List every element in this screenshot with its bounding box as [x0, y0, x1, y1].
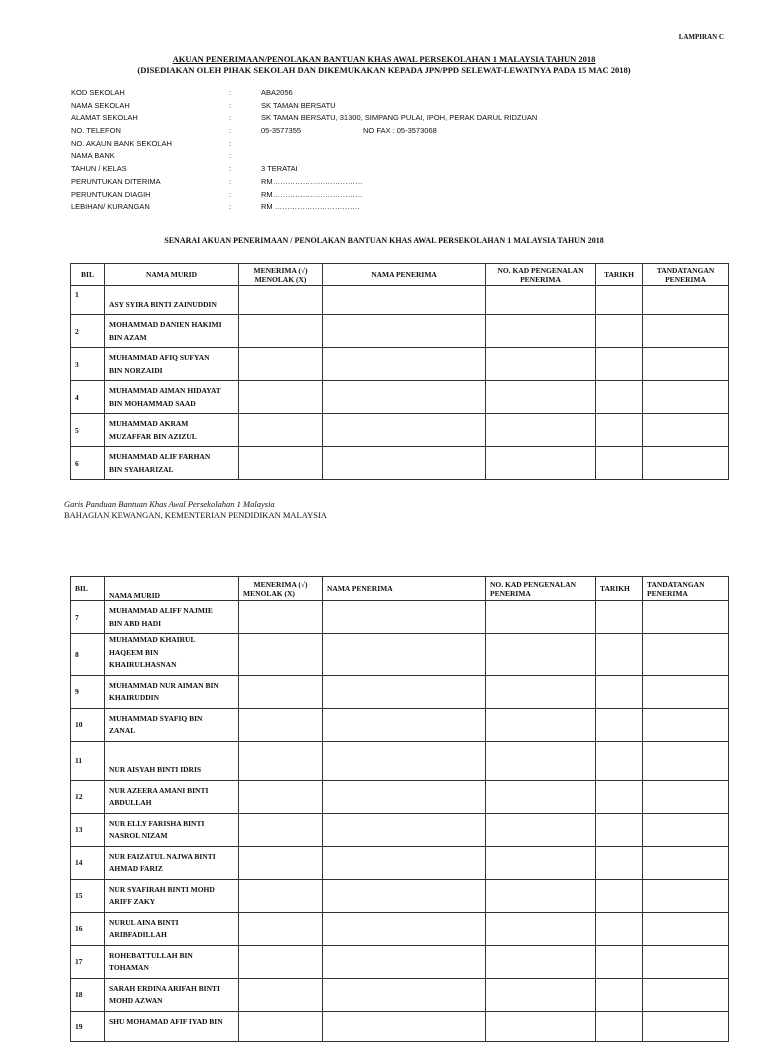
signature-cell[interactable] [643, 708, 729, 741]
student-name-line: MUHAMMAD AIMAN HIDAYAT [109, 386, 221, 395]
table-row [71, 634, 729, 676]
status-cell[interactable] [239, 846, 323, 879]
list-title: SENARAI AKUAN PENERIMAAN / PENOLAKAN BANTUAN KHAS AWAL PERSEKOLAHAN 1 MALAYSIA TAHUN 2018 [164, 236, 604, 245]
header-tandatangan: TANDATANGAN PENERIMA [643, 577, 729, 601]
signature-cell[interactable] [643, 286, 729, 315]
status-cell[interactable] [239, 414, 323, 447]
header-tarikh: TARIKH [596, 264, 643, 286]
recipient-name-cell[interactable] [323, 708, 486, 741]
info-label: KOD SEKOLAH [71, 88, 125, 97]
info-colon: : [229, 126, 232, 136]
row-number: 2 [71, 315, 105, 348]
header-menerima: MENERIMA (√) [253, 579, 308, 589]
status-cell[interactable] [239, 945, 323, 978]
student-name-line: TOHAMAN [109, 963, 149, 972]
info-value: RM……………………………… [261, 176, 363, 186]
row-number: 4 [71, 381, 105, 414]
ic-number-cell[interactable] [486, 634, 596, 676]
ic-number-cell[interactable] [486, 381, 596, 414]
status-cell[interactable] [239, 634, 323, 676]
info-value: ABA2056 [261, 88, 293, 97]
status-cell[interactable] [239, 286, 323, 315]
student-name [105, 414, 239, 447]
row-number: 1 [71, 286, 105, 315]
table-row [71, 414, 729, 447]
student-name [105, 286, 239, 315]
student-name-line: SARAH ERDINA ARIFAH BINTI [109, 983, 220, 993]
date-cell[interactable] [596, 348, 643, 381]
status-cell[interactable] [239, 708, 323, 741]
student-name-line: NASROL NIZAM [109, 831, 168, 840]
date-cell[interactable] [596, 846, 643, 879]
table-row [71, 846, 729, 879]
ic-number-cell[interactable] [486, 780, 596, 813]
header-tarikh: TARIKH [596, 577, 643, 601]
status-cell[interactable] [239, 315, 323, 348]
date-cell[interactable] [596, 708, 643, 741]
table-row [71, 675, 729, 708]
student-name-line: MUHAMMAD NUR AIMAN BIN [109, 680, 219, 690]
recipient-name-cell[interactable] [323, 741, 486, 780]
signature-cell[interactable] [643, 675, 729, 708]
signature-cell[interactable] [643, 634, 729, 676]
date-cell[interactable] [596, 741, 643, 780]
title-line-1: AKUAN PENERIMAAN/PENOLAKAN BANTUAN KHAS AWAL PERSEKOLAHAN 1 MALAYSIA TAHUN 2018 [172, 54, 596, 64]
student-name-line [109, 1028, 234, 1041]
document-title [0, 54, 768, 76]
student-name-line: MUHAMMAD AKRAM [109, 419, 189, 428]
info-colon: : [229, 189, 232, 199]
student-name-line: BIN AZAM [109, 332, 147, 342]
ic-number-cell[interactable] [486, 414, 596, 447]
student-name [105, 1011, 239, 1041]
date-cell[interactable] [596, 634, 643, 676]
signature-cell[interactable] [643, 813, 729, 846]
date-cell[interactable] [596, 414, 643, 447]
student-name-line: ROHEBATTULLAH BIN [109, 950, 193, 960]
info-colon: : [229, 151, 232, 161]
date-cell[interactable] [596, 780, 643, 813]
ic-number-cell[interactable] [486, 348, 596, 381]
student-name-line: ABDULLAH [109, 798, 152, 807]
info-label: NAMA BANK [71, 151, 115, 161]
student-name [105, 846, 239, 879]
student-name [105, 879, 239, 912]
student-name-line: BIN NORZAIDI [109, 365, 163, 375]
header-nama-penerima: NAMA PENERIMA [323, 577, 486, 601]
header-nama-murid: NAMA MURID [105, 264, 239, 286]
student-name [105, 741, 239, 780]
table-row [71, 381, 729, 414]
recipient-name-cell[interactable] [323, 945, 486, 978]
table-header-row [71, 264, 729, 286]
recipient-name-cell[interactable] [323, 912, 486, 945]
info-value: 3 TERATAI [261, 164, 298, 174]
recipient-name-cell[interactable] [323, 315, 486, 348]
date-cell[interactable] [596, 286, 643, 315]
row-number: 18 [71, 978, 105, 1011]
info-value: RM ……………………………. [261, 202, 360, 212]
info-colon: : [229, 138, 232, 148]
info-fax: NO FAX : 05-3573068 [363, 126, 437, 136]
ic-number-cell[interactable] [486, 675, 596, 708]
student-name [105, 945, 239, 978]
row-number: 11 [71, 741, 105, 780]
signature-cell[interactable] [643, 846, 729, 879]
info-colon: : [229, 164, 232, 174]
ic-number-cell[interactable] [486, 315, 596, 348]
row-number: 8 [71, 634, 105, 676]
student-name [105, 912, 239, 945]
row-number: 9 [71, 675, 105, 708]
ic-number-cell[interactable] [486, 912, 596, 945]
recipient-name-cell[interactable] [323, 846, 486, 879]
table-row [71, 780, 729, 813]
table-row [71, 1011, 729, 1041]
header-menolak: MENOLAK (X) [254, 274, 307, 284]
date-cell[interactable] [596, 879, 643, 912]
header-tandatangan: TANDATANGAN PENERIMA [643, 264, 729, 286]
table-row [71, 945, 729, 978]
student-name-line: MOHD AZWAN [109, 996, 163, 1005]
date-cell[interactable] [596, 978, 643, 1011]
row-number: 6 [71, 447, 105, 480]
header-kad-pengenalan: NO. KAD PENGENALAN PENERIMA [486, 577, 596, 601]
row-number: 15 [71, 879, 105, 912]
ic-number-cell[interactable] [486, 741, 596, 780]
recipient-name-cell[interactable] [323, 286, 486, 315]
student-name-line: BIN SYAHARIZAL [109, 464, 174, 474]
info-colon: : [229, 176, 232, 186]
recipient-name-cell[interactable] [323, 414, 486, 447]
student-name-line: MUZAFFAR BIN AZIZUL [109, 431, 197, 441]
row-number: 13 [71, 813, 105, 846]
student-name-line: MUHAMMAD AFIQ SUFYAN [109, 353, 210, 362]
ic-number-cell[interactable] [486, 945, 596, 978]
header-nama-murid: NAMA MURID [105, 577, 239, 601]
student-name-line: NUR FAIZATUL NAJWA BINTI [109, 851, 216, 861]
row-number: 12 [71, 780, 105, 813]
row-number: 19 [71, 1011, 105, 1041]
row-number: 16 [71, 912, 105, 945]
student-name [105, 813, 239, 846]
student-table-2 [70, 576, 729, 1042]
student-name-line: NUR AISYAH BINTI IDRIS [109, 765, 202, 774]
student-name-line: NURUL AINA BINTI [109, 917, 179, 927]
status-cell[interactable] [239, 348, 323, 381]
header-nama-penerima: NAMA PENERIMA [323, 264, 486, 286]
info-label: PERUNTUKAN DITERIMA [71, 176, 161, 186]
date-cell[interactable] [596, 447, 643, 480]
student-name-line: AHMAD FARIZ [109, 864, 163, 873]
status-cell[interactable] [239, 675, 323, 708]
recipient-name-cell[interactable] [323, 780, 486, 813]
student-name [105, 348, 239, 381]
ic-number-cell[interactable] [486, 286, 596, 315]
date-cell[interactable] [596, 381, 643, 414]
table-row [71, 286, 729, 315]
status-cell[interactable] [239, 741, 323, 780]
student-name-line: MUHAMMAD SYAFIQ BIN [109, 713, 203, 723]
status-cell[interactable] [239, 978, 323, 1011]
recipient-name-cell[interactable] [323, 348, 486, 381]
signature-cell[interactable] [643, 978, 729, 1011]
student-name-line: MUHAMMAD KHAIRUL [109, 635, 196, 644]
row-number: 7 [71, 601, 105, 634]
status-cell[interactable] [239, 912, 323, 945]
page-footer [64, 499, 327, 521]
ic-number-cell[interactable] [486, 879, 596, 912]
info-label: TAHUN / KELAS [71, 164, 127, 174]
info-colon: : [229, 202, 232, 212]
recipient-name-cell[interactable] [323, 675, 486, 708]
student-name-line: NUR AZEERA AMANI BINTI [109, 785, 209, 795]
recipient-name-cell[interactable] [323, 813, 486, 846]
student-name-line [109, 286, 234, 299]
student-name-line: MOHAMMAD DANIEN HAKIMI [109, 320, 222, 329]
status-cell[interactable] [239, 381, 323, 414]
info-label: NAMA SEKOLAH [71, 100, 130, 110]
table-row [71, 879, 729, 912]
table-row [71, 912, 729, 945]
student-name-line: ARIBFADILLAH [109, 930, 167, 939]
student-name-line: BIN MOHAMMAD SAAD [109, 398, 196, 408]
student-name [105, 708, 239, 741]
date-cell[interactable] [596, 675, 643, 708]
student-name-line: HAQEEM BIN [109, 647, 159, 657]
student-name-line: KHAIRUDDIN [109, 693, 160, 702]
ic-number-cell[interactable] [486, 447, 596, 480]
student-name-line: MUHAMMAD ALIFF NAJMIE [109, 606, 213, 615]
appendix-label: LAMPIRAN C [678, 33, 724, 41]
recipient-name-cell[interactable] [323, 447, 486, 480]
header-kad-pengenalan: NO. KAD PENGENALAN PENERIMA [486, 264, 596, 286]
signature-cell[interactable] [643, 945, 729, 978]
header-menerima-menolak [239, 264, 323, 286]
student-name [105, 381, 239, 414]
status-cell[interactable] [239, 601, 323, 634]
student-table-1 [70, 263, 729, 480]
status-cell[interactable] [239, 1011, 323, 1041]
signature-cell[interactable] [643, 447, 729, 480]
row-number: 3 [71, 348, 105, 381]
ic-number-cell[interactable] [486, 1011, 596, 1041]
recipient-name-cell[interactable] [323, 1011, 486, 1041]
signature-cell[interactable] [643, 414, 729, 447]
info-colon: : [229, 113, 232, 123]
signature-cell[interactable] [643, 879, 729, 912]
student-name-line: MUHAMMAD ALIF FARHAN [109, 452, 211, 461]
signature-cell[interactable] [643, 1011, 729, 1041]
ic-number-cell[interactable] [486, 813, 596, 846]
signature-cell[interactable] [643, 601, 729, 634]
signature-cell[interactable] [643, 348, 729, 381]
info-value: SK TAMAN BERSATU, 31300, SIMPANG PULAI, IPOH, PERAK DARUL RIDZUAN [261, 113, 538, 123]
table-row [71, 601, 729, 634]
student-name-line: ZANAL [109, 726, 136, 735]
student-name [105, 447, 239, 480]
info-colon: : [229, 100, 232, 110]
status-cell[interactable] [239, 780, 323, 813]
header-menolak: MENOLAK (X) [243, 588, 295, 598]
table-row [71, 447, 729, 480]
student-name-line: NUR SYAFIRAH BINTI MOHD [109, 884, 215, 894]
info-label: LEBIHAN/ KURANGAN [71, 202, 150, 212]
ic-number-cell[interactable] [486, 978, 596, 1011]
date-cell[interactable] [596, 945, 643, 978]
signature-cell[interactable] [643, 315, 729, 348]
student-name [105, 978, 239, 1011]
info-value: SK TAMAN BERSATU [261, 100, 336, 110]
table-row [71, 813, 729, 846]
header-menerima: MENERIMA (√) [253, 265, 308, 275]
footer-ministry: BAHAGIAN KEWANGAN, KEMENTERIAN PENDIDIKAN MALAYSIA [64, 510, 327, 520]
status-cell[interactable] [239, 813, 323, 846]
student-name [105, 780, 239, 813]
date-cell[interactable] [596, 1011, 643, 1041]
info-value: RM……………………………… [261, 189, 363, 199]
row-number: 17 [71, 945, 105, 978]
student-name-line: BIN ABD HADI [109, 618, 162, 628]
table-row [71, 348, 729, 381]
ic-number-cell[interactable] [486, 846, 596, 879]
recipient-name-cell[interactable] [323, 381, 486, 414]
student-name [105, 601, 239, 634]
info-colon: : [229, 88, 232, 97]
ic-number-cell[interactable] [486, 708, 596, 741]
date-cell[interactable] [596, 601, 643, 634]
ic-number-cell[interactable] [486, 601, 596, 634]
date-cell[interactable] [596, 813, 643, 846]
student-name-line: NUR ELLY FARISHA BINTI [109, 818, 205, 828]
title-line-2: (DISEDIAKAN OLEH PIHAK SEKOLAH DAN DIKEMUKAKAN KEPADA JPN/PPD SELEWAT-LEWATNYA PADA 15 MAC 2018) [137, 65, 631, 75]
row-number: 14 [71, 846, 105, 879]
row-number: 5 [71, 414, 105, 447]
recipient-name-cell[interactable] [323, 601, 486, 634]
footer-guideline: Garis Panduan Bantuan Khas Awal Persekolahan 1 Malaysia [64, 499, 275, 509]
table-row [71, 708, 729, 741]
student-name-line: ASY SYIRA BINTI ZAINUDDIN [109, 299, 217, 309]
row-number: 10 [71, 708, 105, 741]
student-name [105, 675, 239, 708]
header-menerima-menolak [239, 577, 323, 601]
info-label: ALAMAT SEKOLAH [71, 113, 138, 123]
student-name-line: ARIFF ZAKY [109, 897, 156, 906]
signature-cell[interactable] [643, 780, 729, 813]
status-cell[interactable] [239, 447, 323, 480]
info-label: NO. TELEFON [71, 126, 121, 136]
table-row [71, 315, 729, 348]
table-header-row [71, 577, 729, 601]
info-label: PERUNTUKAN DIAGIH [71, 189, 151, 199]
recipient-name-cell[interactable] [323, 978, 486, 1011]
student-name [105, 634, 239, 676]
info-value: 05-3577355 [261, 126, 302, 136]
header-bil: BIL [71, 577, 105, 601]
date-cell[interactable] [596, 912, 643, 945]
info-label: NO. AKAUN BANK SEKOLAH [71, 138, 172, 148]
table-row [71, 741, 729, 780]
student-name-line: KHAIRULHASNAN [109, 660, 177, 669]
signature-cell[interactable] [643, 912, 729, 945]
table-row [71, 978, 729, 1011]
student-name-line [109, 752, 234, 765]
signature-cell[interactable] [643, 381, 729, 414]
student-name-line: SHU MOHAMAD AFIF IYAD BIN [109, 1016, 223, 1026]
header-bil: BIL [71, 264, 105, 286]
date-cell[interactable] [596, 315, 643, 348]
recipient-name-cell[interactable] [323, 634, 486, 676]
signature-cell[interactable] [643, 741, 729, 780]
status-cell[interactable] [239, 879, 323, 912]
student-name [105, 315, 239, 348]
recipient-name-cell[interactable] [323, 879, 486, 912]
